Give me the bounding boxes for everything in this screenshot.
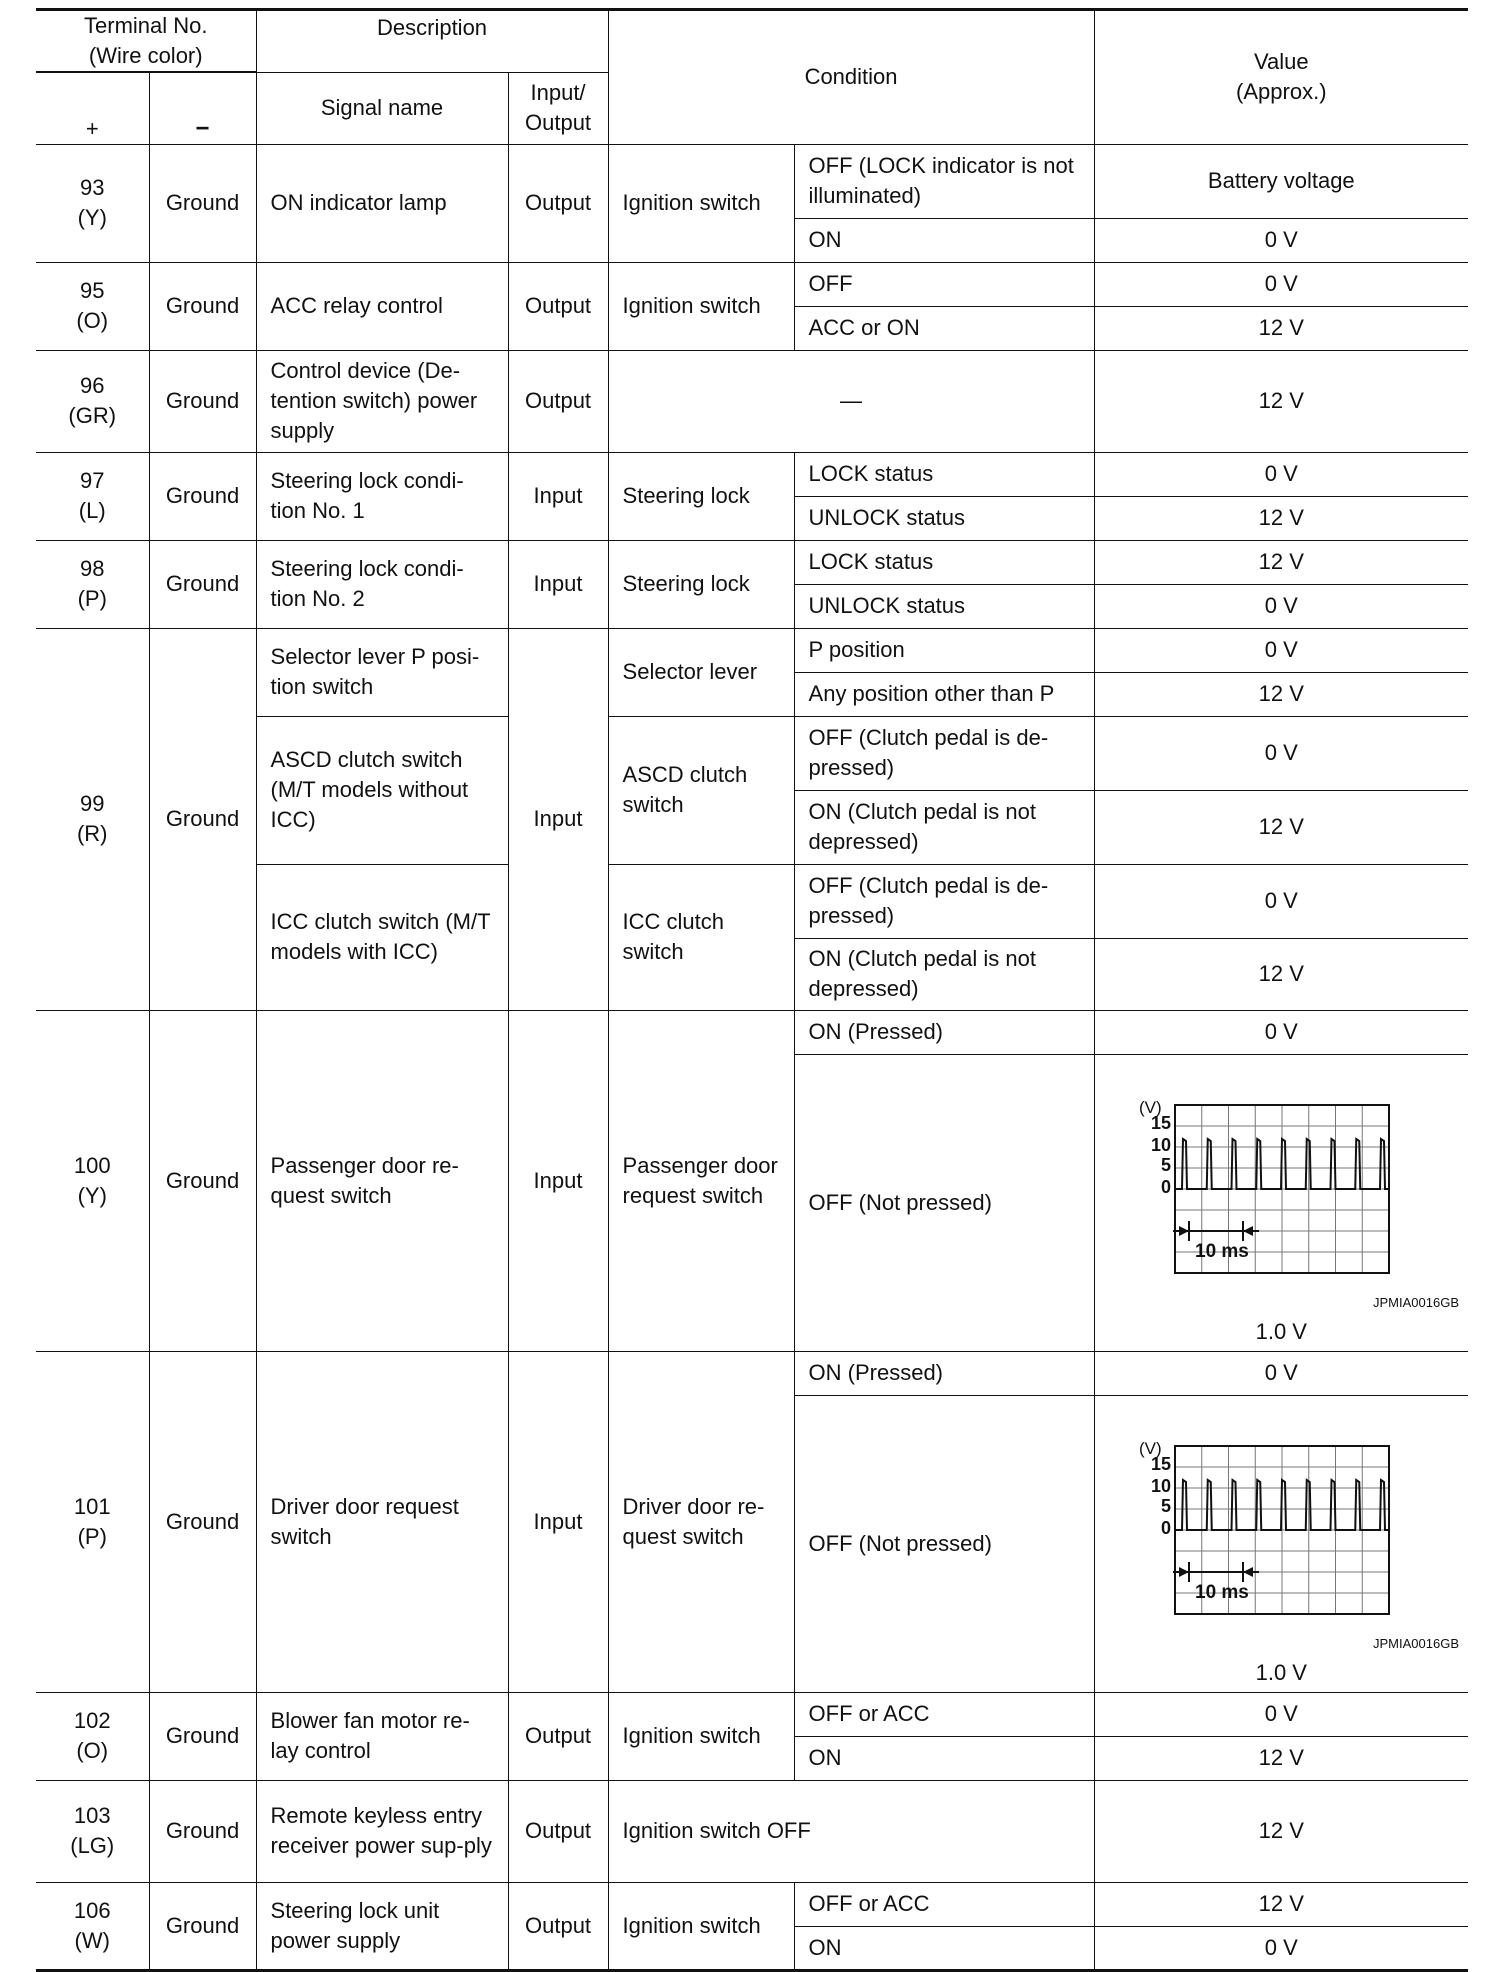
subcond-97-a: LOCK status <box>794 452 1094 496</box>
value-95-a: 0 V <box>1094 262 1468 306</box>
value-97-b: 12 V <box>1094 496 1468 540</box>
cond-100: Passenger door request switch <box>608 1010 794 1351</box>
io-99: Input <box>508 628 608 1010</box>
cond-95: Ignition switch <box>608 262 794 350</box>
terminal-table <box>36 8 1468 1972</box>
terminal-106: 106 (W) <box>36 1882 149 1970</box>
value-95-b: 12 V <box>1094 306 1468 350</box>
subcond-98-a: LOCK status <box>794 540 1094 584</box>
cond-102: Ignition switch <box>608 1692 794 1780</box>
header-minus: − <box>149 72 256 144</box>
signal-103: Remote keyless entry receiver power sup-ply <box>256 1780 508 1882</box>
cond-96: — <box>608 350 1094 452</box>
terminal-96: 96 (GR) <box>36 350 149 452</box>
waveform-image-code: JPMIA0016GB <box>1372 1294 1459 1310</box>
subcond-99-ascd-a: OFF (Clutch pedal is de-pressed) <box>794 716 1094 790</box>
value-96: 12 V <box>1094 350 1468 452</box>
signal-102: Blower fan motor re-lay control <box>256 1692 508 1780</box>
io-97: Input <box>508 452 608 540</box>
value-98-a: 12 V <box>1094 540 1468 584</box>
io-103: Output <box>508 1780 608 1882</box>
subcond-99-ascd-b: ON (Clutch pedal is not depressed) <box>794 790 1094 864</box>
ground-97: Ground <box>149 452 256 540</box>
cond-93: Ignition switch <box>608 144 794 262</box>
io-98: Input <box>508 540 608 628</box>
terminal-97: 97 (L) <box>36 452 149 540</box>
signal-97: Steering lock condi-tion No. 1 <box>256 452 508 540</box>
signal-96: Control device (De-tention switch) power supply <box>256 350 508 452</box>
subcond-93-a: OFF (LOCK indicator is not illuminated) <box>794 144 1094 218</box>
subcond-102-b: ON <box>794 1736 1094 1780</box>
io-106: Output <box>508 1882 608 1970</box>
waveform-tick-label: 15 <box>1150 1112 1171 1133</box>
waveform-tick-label: 0 <box>1160 1176 1171 1197</box>
waveform-tick-label: 5 <box>1160 1495 1171 1516</box>
ground-99: Ground <box>149 628 256 1010</box>
header-terminal: Terminal No. (Wire color) <box>36 10 256 73</box>
signal-106: Steering lock unit power supply <box>256 1882 508 1970</box>
waveform-time-label: 10 ms <box>1194 1581 1249 1603</box>
ground-103: Ground <box>149 1780 256 1882</box>
waveform-tick-label: 15 <box>1150 1453 1171 1474</box>
value-106-a: 12 V <box>1094 1882 1468 1926</box>
signal-98: Steering lock condi-tion No. 2 <box>256 540 508 628</box>
signal-101: Driver door request switch <box>256 1351 508 1692</box>
value-97-a: 0 V <box>1094 452 1468 496</box>
subcond-99-icc-a: OFF (Clutch pedal is de-pressed) <box>794 864 1094 938</box>
value-100-a: 0 V <box>1094 1010 1468 1054</box>
signal-99-ascd: ASCD clutch switch (M/T models without ICC) <box>256 716 508 864</box>
terminal-100: 100 (Y) <box>36 1010 149 1351</box>
io-95: Output <box>508 262 608 350</box>
ground-98: Ground <box>149 540 256 628</box>
subcond-97-b: UNLOCK status <box>794 496 1094 540</box>
subcond-93-b: ON <box>794 218 1094 262</box>
waveform-value-101: 1.0 V <box>1255 1659 1307 1685</box>
io-93: Output <box>508 144 608 262</box>
terminal-99: 99 (R) <box>36 628 149 1010</box>
waveform-unit: (V) <box>1138 1097 1162 1117</box>
subcond-100-a: ON (Pressed) <box>794 1010 1094 1054</box>
value-101-a: 0 V <box>1094 1351 1468 1395</box>
subcond-95-a: OFF <box>794 262 1094 306</box>
io-101: Input <box>508 1351 608 1692</box>
signal-93: ON indicator lamp <box>256 144 508 262</box>
ground-102: Ground <box>149 1692 256 1780</box>
subcond-99-selector-a: P position <box>794 628 1094 672</box>
waveform-time-label: 10 ms <box>1194 1240 1249 1262</box>
cond-103: Ignition switch OFF <box>608 1780 1094 1882</box>
terminal-95: 95 (O) <box>36 262 149 350</box>
waveform-tick-label: 10 <box>1150 1134 1171 1155</box>
cond-99-selector: Selector lever <box>608 628 794 716</box>
cond-98: Steering lock <box>608 540 794 628</box>
cond-101: Driver door re-quest switch <box>608 1351 794 1692</box>
header-value: Value (Approx.) <box>1094 10 1468 145</box>
header-plus: + <box>36 72 149 144</box>
waveform-unit: (V) <box>1138 1438 1162 1458</box>
value-103: 12 V <box>1094 1780 1468 1882</box>
waveform-tick-label: 10 <box>1150 1475 1171 1496</box>
terminal-93: 93 (Y) <box>36 144 149 262</box>
signal-100: Passenger door re-quest switch <box>256 1010 508 1351</box>
terminal-98: 98 (P) <box>36 540 149 628</box>
ground-95: Ground <box>149 262 256 350</box>
waveform-time-marker <box>1173 1221 1259 1241</box>
subcond-100-b: OFF (Not pressed) <box>794 1054 1094 1351</box>
ground-96: Ground <box>149 350 256 452</box>
ground-100: Ground <box>149 1010 256 1351</box>
ground-101: Ground <box>149 1351 256 1692</box>
io-100: Input <box>508 1010 608 1351</box>
subcond-99-icc-b: ON (Clutch pedal is not depressed) <box>794 938 1094 1010</box>
subcond-101-a: ON (Pressed) <box>794 1351 1094 1395</box>
subcond-95-b: ACC or ON <box>794 306 1094 350</box>
terminal-103: 103 (LG) <box>36 1780 149 1882</box>
subcond-99-selector-b: Any position other than P <box>794 672 1094 716</box>
subcond-101-b: OFF (Not pressed) <box>794 1395 1094 1692</box>
value-99-ascd-b: 12 V <box>1094 790 1468 864</box>
subcond-102-a: OFF or ACC <box>794 1692 1094 1736</box>
waveform-time-marker <box>1173 1562 1259 1582</box>
subcond-106-a: OFF or ACC <box>794 1882 1094 1926</box>
value-93-b: 0 V <box>1094 218 1468 262</box>
value-106-b: 0 V <box>1094 1926 1468 1970</box>
io-96: Output <box>508 350 608 452</box>
value-102-b: 12 V <box>1094 1736 1468 1780</box>
subcond-98-b: UNLOCK status <box>794 584 1094 628</box>
value-99-icc-a: 0 V <box>1094 864 1468 938</box>
header-condition: Condition <box>608 10 1094 145</box>
waveform-tick-label: 0 <box>1160 1517 1171 1538</box>
cond-99-ascd: ASCD clutch switch <box>608 716 794 864</box>
header-description: Description <box>256 10 608 73</box>
value-99-icc-b: 12 V <box>1094 938 1468 1010</box>
header-input-output: Input/ Output <box>508 72 608 144</box>
waveform-trace <box>1175 1139 1389 1189</box>
value-101-b <box>1094 1395 1468 1692</box>
value-102-a: 0 V <box>1094 1692 1468 1736</box>
waveform-value-100: 1.0 V <box>1255 1318 1307 1344</box>
value-99-selector-a: 0 V <box>1094 628 1468 672</box>
terminal-102: 102 (O) <box>36 1692 149 1780</box>
ground-93: Ground <box>149 144 256 262</box>
terminal-101: 101 (P) <box>36 1351 149 1692</box>
cond-99-icc: ICC clutch switch <box>608 864 794 1010</box>
value-99-ascd-a: 0 V <box>1094 716 1468 790</box>
signal-99-selector: Selector lever P posi-tion switch <box>256 628 508 716</box>
signal-99-icc: ICC clutch switch (M/T models with ICC) <box>256 864 508 1010</box>
waveform-101 <box>1095 1396 1469 1660</box>
value-100-b <box>1094 1054 1468 1351</box>
waveform-trace <box>1175 1480 1389 1530</box>
header-signal-name: Signal name <box>256 72 508 144</box>
waveform-image-code: JPMIA0016GB <box>1372 1635 1459 1651</box>
value-93-a: Battery voltage <box>1094 144 1468 218</box>
waveform-100 <box>1095 1055 1469 1319</box>
io-102: Output <box>508 1692 608 1780</box>
cond-97: Steering lock <box>608 452 794 540</box>
value-98-b: 0 V <box>1094 584 1468 628</box>
value-99-selector-b: 12 V <box>1094 672 1468 716</box>
waveform-tick-label: 5 <box>1160 1154 1171 1175</box>
ground-106: Ground <box>149 1882 256 1970</box>
cond-106: Ignition switch <box>608 1882 794 1970</box>
signal-95: ACC relay control <box>256 262 508 350</box>
subcond-106-b: ON <box>794 1926 1094 1970</box>
